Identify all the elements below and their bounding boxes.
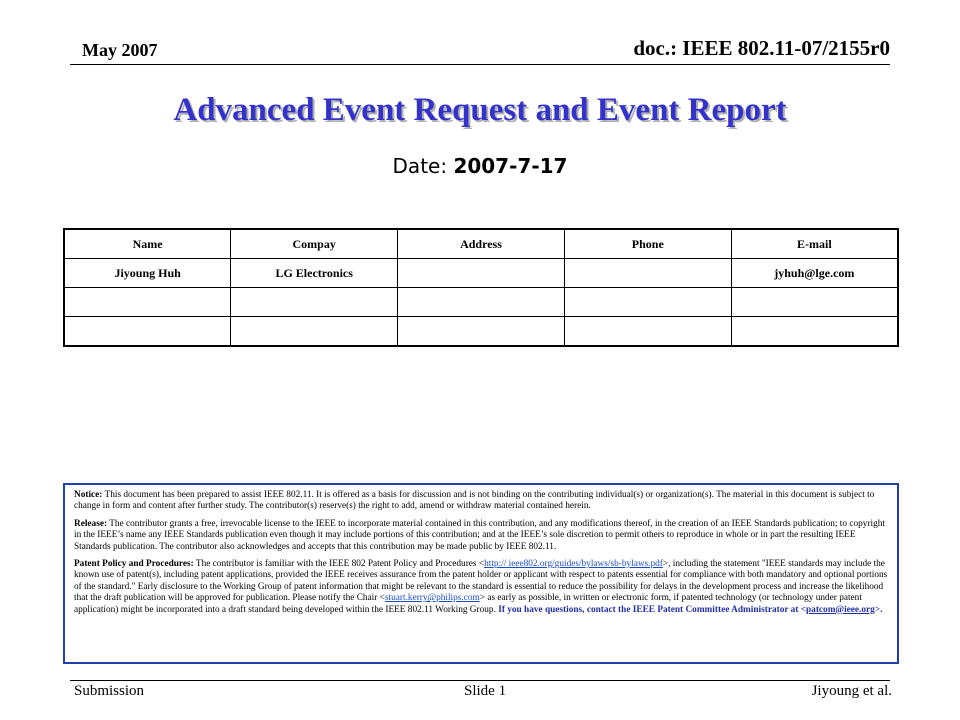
table-cell: Jiyoung Huh xyxy=(64,259,231,288)
footer-submission: Submission xyxy=(74,683,145,699)
column-header-company: Compay xyxy=(231,229,398,259)
table-cell xyxy=(398,288,565,317)
table-row xyxy=(64,288,898,317)
table-header-row xyxy=(64,229,898,259)
column-header-name: Name xyxy=(64,229,231,259)
table-row xyxy=(64,259,898,288)
table-cell xyxy=(64,317,231,347)
table-cell xyxy=(564,259,731,288)
patcom-email-link[interactable]: patcom@ieee.org xyxy=(806,604,875,615)
header-date: May 2007 xyxy=(82,40,158,60)
column-header-phone: Phone xyxy=(564,229,731,259)
release-label: Release: xyxy=(74,518,108,529)
table-cell: LG Electronics xyxy=(231,259,398,288)
footer-slide-number: Slide 1 xyxy=(464,683,507,699)
table-cell xyxy=(564,317,731,347)
patent-text-3: > as early as possible, in written or electronic form, if patented technology (or technology under patent application) might be incorporated into a draft standard being developed within the IEEE 802.11 Working Group. xyxy=(74,593,862,615)
header-divider xyxy=(70,64,890,65)
notice-box xyxy=(63,483,899,664)
notice-paragraph xyxy=(74,490,889,513)
table-cell: jyhuh@lge.com xyxy=(731,259,898,288)
table-cell xyxy=(64,288,231,317)
date-value: 2007-7-17 xyxy=(453,154,568,178)
table-cell xyxy=(398,317,565,347)
date-label: Date: xyxy=(392,154,454,178)
column-header-email: E-mail xyxy=(731,229,898,259)
notice-text: This document has been prepared to assist IEEE 802.11. It is offered as a basis for discussion and is not binding on the contributing individual(s) or organization(s). The material in this document is subject to change in form and content after further study. The contributor(s) reserve(s) the right to add, amend or withdraw material contained herein. xyxy=(74,490,875,512)
table-cell xyxy=(231,317,398,347)
release-text: The contributor grants a free, irrevocable license to the IEEE to incorporate material contained in this contribution, and any modifications thereof, in the creation of an IEEE Standards publication; to copyright in the IEEE’s name any IEEE Standards publication even though it may include portions of this contribution; and at the IEEE’s sole discretion to permit others to reproduce in whole or in part the resulting IEEE Standards publication. The contributor also acknowledges and accepts that this contribution may be made public by IEEE 802.11. xyxy=(74,518,885,552)
patent-label: Patent Policy and Procedures: xyxy=(74,559,194,570)
patent-paragraph xyxy=(74,559,889,616)
chair-email-link[interactable]: stuart.kerry@philips.com xyxy=(384,593,480,604)
notice-label: Notice: xyxy=(74,490,103,500)
patent-contact-end: >. xyxy=(874,604,883,615)
slide-title: Advanced Event Request and Event Report xyxy=(173,92,787,128)
table-cell xyxy=(564,288,731,317)
table-row xyxy=(64,317,898,347)
patent-text-2: >, including the statement "IEEE standards may include the known use of patent(s), including patent applications, provided the IEEE receives assurance from the patent holder or applicant with respect to patents essential for compliance with both mandatory and optional portions of the standard." Early disclosure to the Working Group of patent information that might be relevant to the standard is essential to reduce the possibility for delays in the development process and increase the likelihood that the draft publication will be approved for publication. Please notify the Chair < xyxy=(74,559,888,604)
table-cell xyxy=(398,259,565,288)
footer-author: Jiyoung et al. xyxy=(811,683,892,699)
column-header-address: Address xyxy=(398,229,565,259)
table-cell xyxy=(731,317,898,347)
release-paragraph xyxy=(74,519,889,553)
patent-contact-text: If you have questions, contact the IEEE Patent Committee Administrator at < xyxy=(498,604,806,615)
bylaws-link[interactable]: http:// ieee802.org/guides/bylaws/sb-bylaws.pdf xyxy=(484,559,663,570)
authors-table xyxy=(63,228,899,347)
patent-text-1: The contributor is familiar with the IEEE 802 Patent Policy and Procedures < xyxy=(193,559,485,570)
table-cell xyxy=(231,288,398,317)
date-line xyxy=(0,154,960,178)
footer-divider xyxy=(70,680,890,681)
table-cell xyxy=(731,288,898,317)
header-doc-id: doc.: IEEE 802.11-07/2155r0 xyxy=(633,36,890,60)
